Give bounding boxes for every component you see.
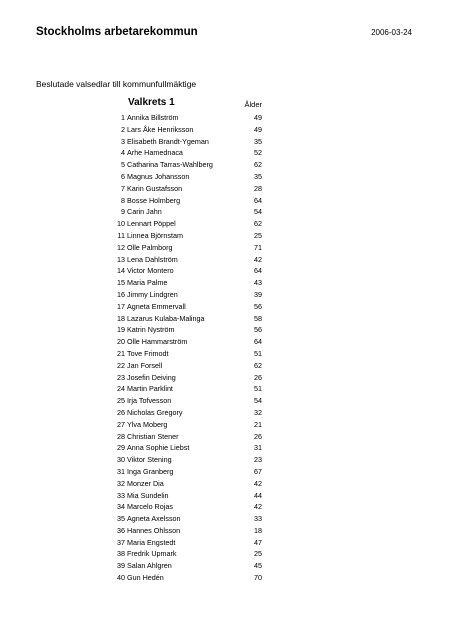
candidate-row [96, 112, 266, 124]
candidate-name: Nicholas Gregory [127, 407, 183, 417]
candidate-age: 56 [254, 301, 262, 311]
age-column-header: Ålder [244, 100, 262, 109]
candidate-age: 58 [254, 313, 262, 323]
candidate-number: 35 [117, 514, 125, 524]
candidate-age: 56 [254, 325, 262, 335]
candidate-row [96, 124, 266, 136]
candidate-name: Fredrik Upmark [127, 549, 177, 559]
candidate-age: 62 [254, 219, 262, 229]
candidate-number: 37 [117, 537, 125, 547]
candidate-number: 4 [121, 148, 125, 158]
candidate-row [96, 431, 266, 443]
candidate-number: 11 [117, 230, 125, 240]
candidate-name: Olle Hammarström [127, 337, 188, 347]
candidate-number: 40 [117, 573, 125, 583]
candidate-row [96, 501, 266, 513]
candidate-age: 47 [254, 537, 262, 547]
candidate-name: Irja Tofvesson [127, 396, 172, 406]
candidate-name: Elisabeth Brandt-Ygeman [127, 136, 209, 146]
candidate-age: 18 [254, 525, 262, 535]
candidate-name: Annika Billström [127, 113, 179, 122]
candidate-row [96, 147, 266, 159]
candidate-number: 27 [117, 419, 125, 429]
candidate-name: Hannes Ohlsson [127, 525, 181, 535]
candidate-name: Lena Dahlström [127, 254, 178, 264]
candidate-row [96, 525, 266, 537]
candidate-row [96, 159, 266, 171]
candidate-age: 35 [254, 136, 262, 146]
candidate-number: 32 [117, 478, 125, 488]
candidate-age: 31 [254, 443, 262, 453]
candidate-number: 23 [117, 372, 125, 382]
candidate-number: 7 [121, 183, 125, 193]
candidate-name: Jan Forsell [127, 360, 163, 370]
candidate-row [96, 372, 266, 384]
document-title: Stockholms arbetarekommun [36, 26, 198, 38]
candidate-age: 42 [254, 478, 262, 488]
candidate-name: Tove Frimodt [127, 348, 169, 358]
candidate-number: 31 [117, 466, 125, 476]
candidate-row [96, 513, 266, 525]
candidate-number: 16 [117, 289, 125, 299]
candidate-row [96, 206, 266, 218]
candidate-row [96, 419, 266, 431]
candidate-row [96, 442, 266, 454]
candidate-number: 2 [121, 124, 125, 134]
candidate-name: Linnea Björnstam [127, 230, 183, 240]
candidate-list [96, 112, 266, 584]
candidate-row [96, 572, 266, 584]
candidate-age: 44 [254, 490, 262, 500]
candidate-name: Jimmy Lindgren [127, 289, 178, 299]
candidate-age: 43 [254, 278, 262, 288]
candidate-age: 45 [254, 561, 262, 571]
candidate-age: 28 [254, 183, 262, 193]
candidate-row [96, 277, 266, 289]
candidate-number: 8 [121, 195, 125, 205]
candidate-number: 1 [121, 113, 125, 122]
candidate-number: 18 [117, 313, 125, 323]
candidate-row [96, 336, 266, 348]
candidate-age: 64 [254, 337, 262, 347]
candidate-row [96, 537, 266, 549]
candidate-age: 51 [254, 348, 262, 358]
candidate-number: 28 [117, 431, 125, 441]
candidate-name: Ylva Moberg [127, 419, 168, 429]
candidate-age: 21 [254, 419, 262, 429]
candidate-number: 33 [117, 490, 125, 500]
candidate-age: 26 [254, 372, 262, 382]
candidate-row [96, 230, 266, 242]
candidate-name: Olle Palmborg [127, 242, 173, 252]
candidate-row [96, 560, 266, 572]
candidate-age: 32 [254, 407, 262, 417]
candidate-row [96, 395, 266, 407]
candidate-name: Lennart Pöppel [127, 219, 176, 229]
candidate-name: Josefin Deiving [127, 372, 176, 382]
candidate-row [96, 478, 266, 490]
candidate-age: 42 [254, 502, 262, 512]
document-date: 2006-03-24 [371, 28, 412, 37]
candidate-age: 49 [254, 113, 262, 122]
candidate-age: 62 [254, 360, 262, 370]
candidate-number: 29 [117, 443, 125, 453]
candidate-age: 25 [254, 549, 262, 559]
candidate-name: Catharina Tarras-Wahlberg [127, 160, 213, 170]
candidate-number: 24 [117, 384, 125, 394]
candidate-age: 70 [254, 573, 262, 583]
candidate-number: 6 [121, 171, 125, 181]
candidate-row [96, 242, 266, 254]
document-subtitle: Beslutade valsedlar till kommunfullmäktige [36, 79, 197, 89]
candidate-row [96, 254, 266, 266]
candidate-row [96, 218, 266, 230]
candidate-row [96, 548, 266, 560]
candidate-age: 64 [254, 266, 262, 276]
candidate-age: 67 [254, 466, 262, 476]
candidate-number: 25 [117, 396, 125, 406]
candidate-name: Magnus Johansson [127, 171, 190, 181]
candidate-name: Christian Stener [127, 431, 179, 441]
candidate-age: 25 [254, 230, 262, 240]
candidate-age: 23 [254, 455, 262, 465]
candidate-row [96, 360, 266, 372]
candidate-number: 9 [121, 207, 125, 217]
candidate-row [96, 136, 266, 148]
candidate-name: Maria Engstedt [127, 537, 176, 547]
candidate-name: Arhe Hamednaca [127, 148, 183, 158]
candidate-number: 13 [117, 254, 125, 264]
candidate-number: 5 [121, 160, 125, 170]
candidate-number: 36 [117, 525, 125, 535]
candidate-number: 12 [117, 242, 125, 252]
candidate-number: 34 [117, 502, 125, 512]
candidate-number: 20 [117, 337, 125, 347]
candidate-row [96, 348, 266, 360]
candidate-number: 26 [117, 407, 125, 417]
candidate-row [96, 454, 266, 466]
candidate-row [96, 383, 266, 395]
candidate-row [96, 265, 266, 277]
candidate-age: 54 [254, 396, 262, 406]
candidate-number: 10 [117, 219, 125, 229]
candidate-name: Agneta Axelsson [127, 514, 181, 524]
candidate-name: Carin Jahn [127, 207, 162, 217]
candidate-name: Gun Hedén [127, 573, 164, 583]
candidate-age: 62 [254, 160, 262, 170]
candidate-name: Marcelo Rojas [127, 502, 173, 512]
candidate-row [96, 301, 266, 313]
candidate-number: 30 [117, 455, 125, 465]
candidate-name: Agneta Emmervall [127, 301, 186, 311]
candidate-name: Salan Ahlgren [127, 561, 172, 571]
candidate-number: 21 [117, 348, 125, 358]
candidate-number: 17 [117, 301, 125, 311]
candidate-age: 35 [254, 171, 262, 181]
candidate-row [96, 289, 266, 301]
candidate-number: 19 [117, 325, 125, 335]
candidate-name: Maria Palme [127, 278, 168, 288]
candidate-number: 14 [117, 266, 125, 276]
candidate-name: Bosse Holmberg [127, 195, 181, 205]
candidate-row [96, 490, 266, 502]
candidate-name: Victor Montero [127, 266, 174, 276]
candidate-name: Mia Sundelin [127, 490, 169, 500]
candidate-name: Katrin Nyström [127, 325, 175, 335]
candidate-age: 64 [254, 195, 262, 205]
candidate-age: 54 [254, 207, 262, 217]
candidate-age: 51 [254, 384, 262, 394]
candidate-row [96, 407, 266, 419]
candidate-name: Martin Parklint [127, 384, 173, 394]
candidate-number: 3 [121, 136, 125, 146]
candidate-age: 42 [254, 254, 262, 264]
district-heading: Valkrets 1 [128, 97, 175, 108]
candidate-number: 38 [117, 549, 125, 559]
candidate-age: 52 [254, 148, 262, 158]
candidate-name: Lazarus Kulaba-Malinga [127, 313, 205, 323]
candidate-row [96, 171, 266, 183]
candidate-name: Anna Sophie Liebst [127, 443, 190, 453]
candidate-age: 26 [254, 431, 262, 441]
candidate-number: 15 [117, 278, 125, 288]
candidate-age: 49 [254, 124, 262, 134]
candidate-name: Viktor Stening [127, 455, 172, 465]
candidate-row [96, 324, 266, 336]
candidate-name: Karin Gustafsson [127, 183, 183, 193]
candidate-number: 22 [117, 360, 125, 370]
candidate-row [96, 195, 266, 207]
candidate-age: 71 [254, 242, 262, 252]
candidate-name: Inga Granberg [127, 466, 174, 476]
candidate-row [96, 466, 266, 478]
candidate-name: Lars Åke Henriksson [127, 124, 194, 134]
candidate-row [96, 313, 266, 325]
candidate-age: 39 [254, 289, 262, 299]
candidate-number: 39 [117, 561, 125, 571]
candidate-age: 33 [254, 514, 262, 524]
candidate-row [96, 183, 266, 195]
candidate-name: Monzer Dia [127, 478, 164, 488]
